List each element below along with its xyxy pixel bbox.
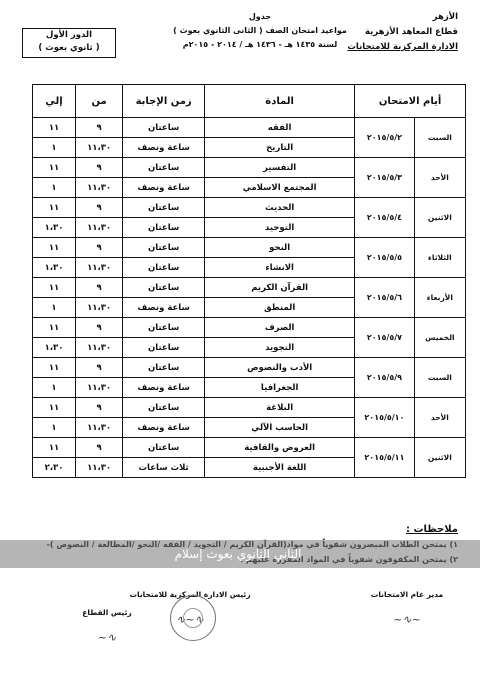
org-line: الادارة المركزية للامتحانات <box>347 42 458 52</box>
date-cell: ٢٠١٥/٥/١١ <box>355 438 415 478</box>
from-cell: ١١،٣٠ <box>76 178 123 198</box>
time-cell: ساعتان <box>123 198 205 218</box>
to-cell: ١ <box>33 298 76 318</box>
day-cell: السبت <box>414 358 465 398</box>
subject-cell: اللغة الأجنبية <box>205 458 355 478</box>
subject-cell: الحديث <box>205 198 355 218</box>
subject-cell: القرآن الكريم <box>205 278 355 298</box>
date-cell: ٢٠١٥/٥/٤ <box>355 198 415 238</box>
notes-title: ملاحظات : <box>405 524 458 535</box>
table-row <box>33 158 466 178</box>
to-cell: ١١ <box>33 118 76 138</box>
to-cell: ١ <box>33 138 76 158</box>
time-cell: ساعة ونصف <box>123 298 205 318</box>
header-to: إلي <box>33 85 76 118</box>
date-cell: ٢٠١٥/٥/٦ <box>355 278 415 318</box>
day-cell: الأحد <box>414 158 465 198</box>
date-cell: ٢٠١٥/٥/٩ <box>355 358 415 398</box>
subject-cell: العروض والقافية <box>205 438 355 458</box>
from-cell: ٩ <box>76 118 123 138</box>
to-cell: ١ <box>33 378 76 398</box>
to-cell: ١،٣٠ <box>33 218 76 238</box>
subject-cell: الانشاء <box>205 258 355 278</box>
table-row <box>33 398 466 418</box>
time-cell: ساعتان <box>123 158 205 178</box>
subject-cell: التفسير <box>205 158 355 178</box>
header-days: أيام الامتحان <box>355 85 466 118</box>
time-cell: ساعتان <box>123 338 205 358</box>
day-cell: الأحد <box>414 398 465 438</box>
from-cell: ٩ <box>76 238 123 258</box>
time-cell: ساعتان <box>123 218 205 238</box>
time-cell: ساعة ونصف <box>123 378 205 398</box>
to-cell: ١١ <box>33 238 76 258</box>
table-row <box>33 358 466 378</box>
signature-manager <box>352 590 462 626</box>
date-cell: ٢٠١٥/٥/٣ <box>355 158 415 198</box>
table-row <box>33 198 466 218</box>
header-subject: المادة <box>205 85 355 118</box>
subject-cell: الجغرافيا <box>205 378 355 398</box>
to-cell: ١١ <box>33 278 76 298</box>
from-cell: ٩ <box>76 438 123 458</box>
round-box <box>22 28 116 58</box>
table-row <box>33 318 466 338</box>
date-cell: ٢٠١٥/٥/٧ <box>355 318 415 358</box>
subject-cell: البلاغة <box>205 398 355 418</box>
to-cell: ١ <box>33 178 76 198</box>
from-cell: ٩ <box>76 318 123 338</box>
subject-cell: الأدب والنصوص <box>205 358 355 378</box>
signature-sector <box>62 608 152 644</box>
to-cell: ١١ <box>33 158 76 178</box>
table-row <box>33 238 466 258</box>
from-cell: ١١،٣٠ <box>76 218 123 238</box>
header-from: من <box>76 85 123 118</box>
watermark-banner <box>0 540 480 568</box>
handwritten-signature: ~∿~ <box>393 613 421 626</box>
from-cell: ١١،٣٠ <box>76 138 123 158</box>
from-cell: ٩ <box>76 278 123 298</box>
to-cell: ١١ <box>33 198 76 218</box>
org-line: الأزهر <box>432 12 458 22</box>
signature-title: رئيس الادارة المركزية للامتحانات <box>129 590 251 599</box>
to-cell: ١١ <box>33 318 76 338</box>
date-cell: ٢٠١٥/٥/١٠ <box>355 398 415 438</box>
subject-cell: الفقه <box>205 118 355 138</box>
time-cell: ساعتان <box>123 118 205 138</box>
title-line: جدول <box>248 12 272 21</box>
table-body <box>33 118 466 478</box>
from-cell: ١١،٣٠ <box>76 258 123 278</box>
title-line: مواعيد امتحان الصف ( الثانى الثانوي بعوث ) <box>173 26 347 35</box>
time-cell: ساعتان <box>123 238 205 258</box>
time-cell: ساعتان <box>123 258 205 278</box>
day-cell: الثلاثاء <box>414 238 465 278</box>
table-row <box>33 118 466 138</box>
subject-cell: الصرف <box>205 318 355 338</box>
day-cell: الاثنين <box>414 438 465 478</box>
from-cell: ١١،٣٠ <box>76 298 123 318</box>
from-cell: ٩ <box>76 398 123 418</box>
from-cell: ٩ <box>76 358 123 378</box>
round-line: الدور الأول <box>45 30 93 40</box>
handwritten-signature: ∿~∿ <box>176 613 204 626</box>
from-cell: ١١،٣٠ <box>76 378 123 398</box>
time-cell: ساعة ونصف <box>123 138 205 158</box>
date-cell: ٢٠١٥/٥/٥ <box>355 238 415 278</box>
schedule-title <box>150 10 370 52</box>
time-cell: ساعتان <box>123 398 205 418</box>
subject-cell: التاريخ <box>205 138 355 158</box>
time-cell: ساعة ونصف <box>123 178 205 198</box>
table-row <box>33 438 466 458</box>
time-cell: ثلاث ساعات <box>123 458 205 478</box>
signature-title: رئيس القطاع <box>82 608 132 617</box>
signature-title: مدير عام الامتحانات <box>370 590 444 599</box>
table-header-row <box>33 85 466 118</box>
subject-cell: الحاسب الآلي <box>205 418 355 438</box>
header-time: زمن الإجابة <box>123 85 205 118</box>
time-cell: ساعة ونصف <box>123 418 205 438</box>
subject-cell: المجتمع الاسلامي <box>205 178 355 198</box>
from-cell: ٩ <box>76 198 123 218</box>
subject-cell: التوحيد <box>205 218 355 238</box>
subject-cell: المنطق <box>205 298 355 318</box>
from-cell: ٩ <box>76 158 123 178</box>
to-cell: ١،٣٠ <box>33 258 76 278</box>
handwritten-signature: ∿~ <box>97 631 117 644</box>
from-cell: ١١،٣٠ <box>76 418 123 438</box>
day-cell: الاثنين <box>414 198 465 238</box>
to-cell: ١١ <box>33 398 76 418</box>
subject-cell: النحو <box>205 238 355 258</box>
from-cell: ١١،٣٠ <box>76 458 123 478</box>
subject-cell: التجويد <box>205 338 355 358</box>
official-seal-icon <box>170 595 216 641</box>
time-cell: ساعتان <box>123 358 205 378</box>
table-row <box>33 278 466 298</box>
to-cell: ١ <box>33 418 76 438</box>
to-cell: ١،٣٠ <box>33 338 76 358</box>
day-cell: الأربعاء <box>414 278 465 318</box>
day-cell: السبت <box>414 118 465 158</box>
round-line: ( ثانوي بعوث ) <box>38 43 100 53</box>
date-cell: ٢٠١٥/٥/٢ <box>355 118 415 158</box>
from-cell: ١١،٣٠ <box>76 338 123 358</box>
title-line: لسنة ١٤٣٥ هـ - ١٤٣٦ هـ / ٢٠١٤ - ٢٠١٥م <box>182 40 338 49</box>
org-line: قطاع المعاهد الأزهرية <box>364 27 458 37</box>
watermark-text: الثاني الثانوي بعوث إسلام <box>174 547 302 561</box>
time-cell: ساعتان <box>123 438 205 458</box>
to-cell: ١١ <box>33 438 76 458</box>
time-cell: ساعتان <box>123 318 205 338</box>
schedule-table <box>32 84 466 478</box>
to-cell: ١١ <box>33 358 76 378</box>
day-cell: الخميس <box>414 318 465 358</box>
to-cell: ٢،٣٠ <box>33 458 76 478</box>
time-cell: ساعتان <box>123 278 205 298</box>
